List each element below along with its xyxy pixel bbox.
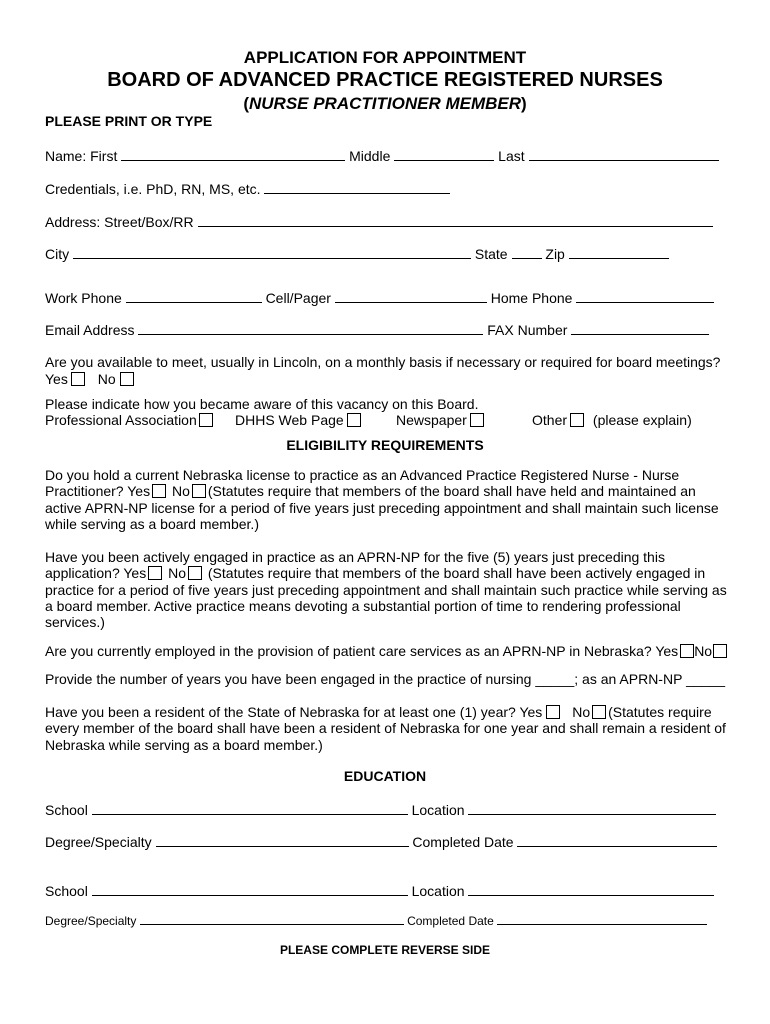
q4-text: Provide the number of years you have been engaged in the practice of nursing bbox=[45, 671, 532, 687]
q1-no-checkbox[interactable] bbox=[192, 484, 206, 498]
q5-yes-checkbox[interactable] bbox=[546, 705, 560, 719]
email-row bbox=[45, 321, 709, 338]
availability-yes-checkbox[interactable] bbox=[71, 372, 85, 386]
home-phone-field[interactable] bbox=[576, 289, 714, 303]
q3-yes-checkbox[interactable] bbox=[680, 644, 694, 658]
q4-text-2: ; as an APRN-NP bbox=[574, 671, 683, 687]
board-name: BOARD OF ADVANCED PRACTICE REGISTERED NURSES bbox=[107, 69, 663, 91]
availability-options bbox=[45, 371, 136, 387]
school-field-2[interactable] bbox=[92, 882, 408, 896]
eligibility-q2 bbox=[45, 549, 735, 630]
city-label: City bbox=[45, 246, 70, 262]
eligibility-q4 bbox=[45, 671, 725, 687]
availability-yes-label: Yes bbox=[45, 371, 68, 387]
last-name-field[interactable] bbox=[529, 147, 719, 161]
address-label: Address: Street/Box/RR bbox=[45, 214, 194, 230]
q5-text: Have you been a resident of the State of Nebraska for at least one (1) year? Yes bbox=[45, 704, 543, 720]
address-field[interactable] bbox=[198, 213, 713, 227]
location-label-1: Location bbox=[411, 802, 465, 818]
fax-field[interactable] bbox=[571, 321, 709, 335]
credentials-label: Credentials, i.e. PhD, RN, MS, etc. bbox=[45, 181, 261, 197]
other-checkbox[interactable] bbox=[570, 413, 584, 427]
aprn-years-field[interactable]: _____ bbox=[686, 671, 725, 687]
member-type: (NURSE PRACTITIONER MEMBER) bbox=[243, 94, 527, 113]
degree-row-1 bbox=[45, 833, 717, 850]
home-phone-label: Home Phone bbox=[490, 290, 573, 306]
middle-name-label: Middle bbox=[349, 148, 391, 164]
availability-question: Are you available to meet, usually in Lincoln, on a monthly basis if necessary or required for board meetings? bbox=[45, 354, 721, 370]
school-row-1 bbox=[45, 801, 716, 818]
other-label: Other bbox=[532, 412, 568, 428]
name-row bbox=[45, 147, 719, 164]
q2-statute: (Statutes require that members of the board shall have been actively engaged in practice for a period of five years just preceding appointment and shall maintain such practice while serving as a board member. Active practice means devoting a substantial portion of time to rendering professional services.) bbox=[45, 565, 727, 631]
eligibility-q5 bbox=[45, 704, 735, 753]
cell-pager-field[interactable] bbox=[335, 289, 487, 303]
q2-text: Have you been actively engaged in practice as an APRN-NP for the five (5) years just preceding this application? Yes bbox=[45, 549, 665, 582]
q5-statute: (Statutes require every member of the board shall have been a resident of Nebraska for one year and shall remain a resident of Nebraska while serving as a board member.) bbox=[45, 704, 726, 753]
work-phone-field[interactable] bbox=[126, 289, 262, 303]
address-row bbox=[45, 213, 713, 230]
newspaper-checkbox[interactable] bbox=[470, 413, 484, 427]
q1-text: Do you hold a current Nebraska license to practice as an Advanced Practice Registered Nurse - Nurse Practitioner? Yes bbox=[45, 467, 680, 500]
q1-statute: (Statutes require that members of the board shall have held and maintained an active APRN-NP license for a period of five years just preceding appointment and shall maintain such license while serving as a board member.) bbox=[45, 483, 719, 532]
q2-yes-checkbox[interactable] bbox=[148, 566, 162, 580]
completed-field-1[interactable] bbox=[517, 833, 717, 847]
city-row bbox=[45, 245, 669, 262]
school-label-1: School bbox=[45, 802, 88, 818]
q1-no-label: No bbox=[171, 483, 190, 500]
dhhs-web-page-checkbox[interactable] bbox=[347, 413, 361, 427]
other-explain-note: (please explain) bbox=[592, 412, 692, 428]
education-heading: EDUCATION bbox=[343, 768, 427, 784]
vacancy-opt-dhhs bbox=[235, 412, 363, 428]
q3-no-label: No bbox=[694, 643, 713, 659]
work-phone-label: Work Phone bbox=[45, 290, 122, 306]
completed-label-2: Completed Date bbox=[407, 914, 494, 928]
first-name-label: Name: First bbox=[45, 148, 118, 164]
nursing-years-field[interactable]: _____ bbox=[535, 671, 575, 687]
reverse-side-note: PLEASE COMPLETE REVERSE SIDE bbox=[279, 943, 491, 957]
email-label: Email Address bbox=[45, 322, 135, 338]
city-field[interactable] bbox=[73, 245, 471, 259]
vacancy-opt-other bbox=[532, 412, 692, 428]
availability-no-label: No bbox=[97, 371, 116, 387]
degree-row-2 bbox=[45, 913, 707, 928]
school-field-1[interactable] bbox=[92, 801, 408, 815]
degree-field-2[interactable] bbox=[140, 913, 404, 925]
zip-field[interactable] bbox=[569, 245, 669, 259]
eligibility-q3 bbox=[45, 643, 727, 659]
degree-label-1: Degree/Specialty bbox=[45, 834, 152, 850]
professional-association-checkbox[interactable] bbox=[199, 413, 213, 427]
eligibility-q1 bbox=[45, 467, 735, 532]
q1-yes-checkbox[interactable] bbox=[152, 484, 166, 498]
form-title: APPLICATION FOR APPOINTMENT bbox=[243, 48, 527, 67]
degree-label-2: Degree/Specialty bbox=[45, 914, 137, 928]
degree-field-1[interactable] bbox=[156, 833, 409, 847]
middle-name-field[interactable] bbox=[394, 147, 494, 161]
credentials-row bbox=[45, 180, 450, 197]
zip-label: Zip bbox=[545, 246, 565, 262]
eligibility-heading: ELIGIBILITY REQUIREMENTS bbox=[286, 437, 484, 453]
state-field[interactable] bbox=[512, 245, 542, 259]
cell-pager-label: Cell/Pager bbox=[265, 290, 331, 306]
q2-no-checkbox[interactable] bbox=[188, 566, 202, 580]
professional-association-label: Professional Association bbox=[45, 412, 197, 428]
vacancy-opt-professional bbox=[45, 412, 215, 428]
credentials-field[interactable] bbox=[264, 180, 450, 194]
school-row-2 bbox=[45, 882, 714, 899]
q3-no-checkbox[interactable] bbox=[713, 644, 727, 658]
q5-no-label: No bbox=[572, 704, 591, 720]
vacancy-opt-newspaper bbox=[396, 412, 486, 428]
q2-no-label: No bbox=[168, 565, 186, 582]
q3-text: Are you currently employed in the provision of patient care services as an APRN-NP in Nebraska? Yes bbox=[45, 643, 679, 659]
location-label-2: Location bbox=[411, 883, 465, 899]
state-label: State bbox=[474, 246, 508, 262]
last-name-label: Last bbox=[498, 148, 525, 164]
dhhs-web-page-label: DHHS Web Page bbox=[235, 412, 344, 428]
completed-label-1: Completed Date bbox=[412, 834, 514, 850]
first-name-field[interactable] bbox=[121, 147, 345, 161]
phone-row bbox=[45, 289, 714, 306]
print-instruction: PLEASE PRINT OR TYPE bbox=[45, 113, 213, 129]
vacancy-question: Please indicate how you became aware of this vacancy on this Board. bbox=[45, 396, 479, 412]
email-field[interactable] bbox=[138, 321, 483, 335]
completed-field-2[interactable] bbox=[497, 913, 707, 925]
availability-no-checkbox[interactable] bbox=[120, 372, 134, 386]
location-field-2[interactable] bbox=[468, 882, 714, 896]
q5-no-checkbox[interactable] bbox=[592, 705, 606, 719]
location-field-1[interactable] bbox=[468, 801, 716, 815]
fax-label: FAX Number bbox=[487, 322, 568, 338]
newspaper-label: Newspaper bbox=[396, 412, 467, 428]
school-label-2: School bbox=[45, 883, 88, 899]
